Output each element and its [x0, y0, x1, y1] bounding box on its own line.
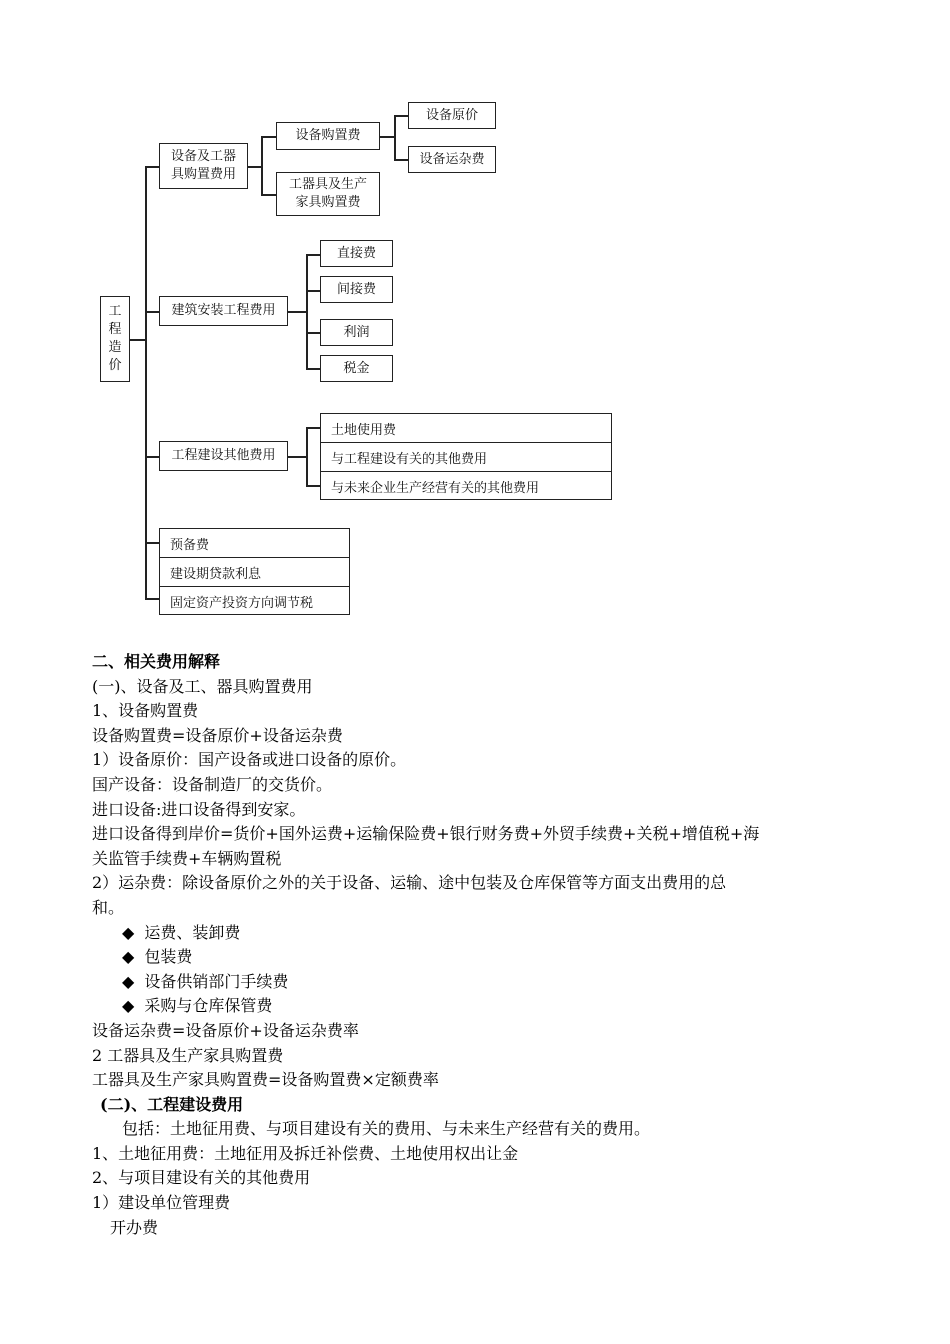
reserve-row: 预备费: [160, 529, 349, 558]
diamond-bullet-icon: ◆: [122, 996, 135, 1016]
other-branch-h3: [306, 485, 320, 487]
formula-3: 工器具及生产家具购置费=设备购置费×定额费率: [92, 1070, 439, 1090]
tools-label: 工器具及生产家具购置费: [288, 177, 367, 210]
bullet-item: [92, 945, 862, 970]
build-branch-h3: [306, 332, 320, 334]
orig-price-label: 设备原价: [425, 107, 478, 123]
equip-branch-v: [261, 136, 263, 194]
future-other-row: 与未来企业生产经营有关的其他费用: [331, 481, 540, 496]
misc-fee-label: 设备运杂费: [419, 151, 485, 167]
diamond-bullet-icon: ◆: [122, 947, 135, 967]
other-children-stack: [320, 413, 612, 500]
paragraph-7: 1、土地征用费：土地征用及拆迁补偿费、土地使用权出让金: [92, 1143, 519, 1163]
purchase-branch-h2: [394, 159, 408, 161]
bullet-text: 包装费: [144, 947, 193, 967]
connector-bottom2: [145, 598, 159, 600]
bullet-text: 设备供销部门手续费: [144, 971, 289, 991]
land-use-row: 土地使用费: [321, 414, 611, 443]
direct-cost-label: 直接费: [336, 245, 376, 261]
item-2-heading: 2 工器具及生产家具购置费: [92, 1045, 284, 1065]
build-branch-v: [306, 254, 308, 368]
other-out-line: [288, 456, 306, 458]
diamond-bullet-icon: ◆: [122, 971, 135, 991]
profit-box: [320, 319, 393, 346]
build-out-line: [288, 311, 306, 313]
equip-out-line: [248, 166, 261, 168]
loan-interest-row: 建设期贷款利息: [160, 558, 349, 587]
root-box: [100, 296, 130, 382]
other-branch-h1: [306, 427, 320, 429]
paragraph-10: 开办费: [110, 1217, 159, 1237]
equip-branch-h1: [261, 136, 276, 138]
paragraph-1: 1）设备原价：国产设备或进口设备的原价。: [92, 750, 407, 770]
root-char: 程: [108, 322, 122, 337]
indirect-cost-box: [320, 276, 393, 303]
section-heading: 二、相关费用解释: [92, 652, 221, 671]
root-char: 工: [108, 304, 122, 319]
bullet-item: [92, 994, 862, 1019]
paragraph-9: 1）建设单位管理费: [92, 1193, 231, 1213]
tax-box: [320, 355, 393, 382]
root-char: 造: [108, 340, 122, 355]
build-branch-h1: [306, 254, 320, 256]
connector-equip: [145, 166, 159, 168]
subsection-1: (一)、设备及工、器具购置费用: [92, 676, 313, 696]
bullet-text: 采购与仓库保管费: [144, 996, 273, 1016]
other-cost-label: 工程建设其他费用: [171, 448, 276, 463]
purchase-branch-v: [394, 115, 396, 159]
paragraph-8: 2、与项目建设有关的其他费用: [92, 1168, 311, 1188]
bullet-item: [92, 921, 862, 946]
item-1-heading: 1、设备购置费: [92, 701, 199, 721]
paragraph-4b: 关监管手续费+车辆购置税: [92, 848, 282, 868]
equip-purchase-box: [159, 143, 248, 189]
project-other-row: 与工程建设有关的其他费用: [321, 443, 611, 472]
cost-structure-diagram: [0, 0, 950, 640]
other-branch-v: [306, 427, 308, 485]
bullet-item: [92, 970, 862, 995]
connector-build: [145, 311, 159, 313]
root-char: 价: [108, 358, 122, 373]
profit-label: 利润: [343, 324, 370, 340]
build-branch-h2: [306, 290, 320, 292]
build-branch-h4: [306, 368, 320, 370]
misc-fee-box: [408, 146, 496, 173]
paragraph-5a: 2）运杂费：除设备原价之外的关于设备、运输、途中包装及仓库保管等方面支出费用的总: [92, 873, 727, 893]
other-cost-box: [159, 441, 288, 471]
connector-other: [145, 456, 159, 458]
explanation-text: [92, 650, 862, 1240]
tools-box: [276, 172, 380, 216]
paragraph-5b: 和。: [92, 897, 125, 917]
diamond-bullet-icon: ◆: [122, 922, 135, 942]
bottom-stack: [159, 528, 350, 615]
trunk-line: [145, 166, 147, 598]
equip-purchase-label: 设备及工器具购置费用: [170, 149, 236, 182]
subsection-2: (二)、工程建设费用: [100, 1094, 244, 1114]
build-install-box: [159, 296, 288, 326]
adjust-tax-row: 固定资产投资方向调节税: [170, 596, 314, 611]
paragraph-4a: 进口设备得到岸价=货价+国外运费+运输保险费+银行财务费+外贸手续费+关税+增值税+海: [92, 824, 760, 844]
purchase-label: 设备购置费: [295, 128, 361, 143]
root-connector: [130, 339, 145, 341]
purchase-out-line: [380, 136, 394, 138]
equip-branch-h2: [261, 194, 276, 196]
purchase-branch-h1: [394, 115, 408, 117]
paragraph-3: 进口设备:进口设备得到安家。: [92, 799, 306, 819]
connector-bottom: [145, 542, 159, 544]
formula-2: 设备运杂费=设备原价+设备运杂费率: [92, 1020, 359, 1040]
bullet-text: 运费、装卸费: [144, 922, 241, 942]
purchase-box: [276, 122, 380, 150]
indirect-cost-label: 间接费: [336, 281, 376, 297]
build-install-label: 建筑安装工程费用: [171, 303, 276, 318]
formula-1: 设备购置费=设备原价+设备运杂费: [92, 725, 343, 745]
paragraph-2: 国产设备：设备制造厂的交货价。: [92, 774, 333, 794]
tax-label: 税金: [343, 360, 370, 376]
paragraph-6: 包括：土地征用费、与项目建设有关的费用、与未来生产经营有关的费用。: [122, 1119, 651, 1139]
direct-cost-box: [320, 240, 393, 267]
orig-price-box: [408, 102, 496, 129]
